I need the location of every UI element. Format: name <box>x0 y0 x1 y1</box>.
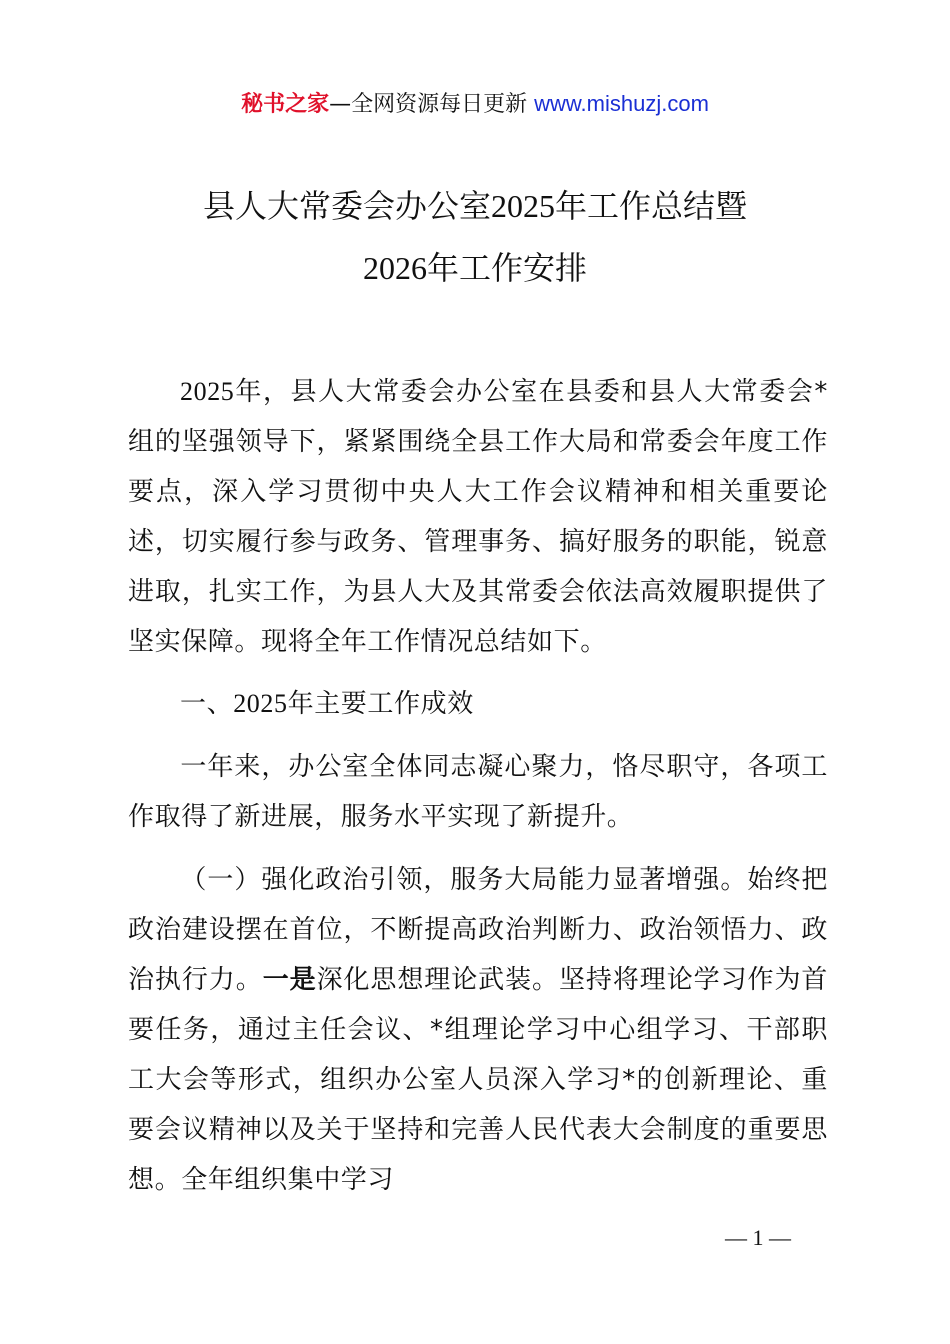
watermark-url[interactable]: www.mishuzj.com <box>534 91 709 116</box>
title-prefix: 县人大常委会办公室 <box>202 187 491 225</box>
document-title-line-2 <box>0 248 950 288</box>
title-suffix-2: 年工作安排 <box>426 249 587 287</box>
document-title-line-1 <box>0 186 950 226</box>
section-1-paragraph <box>128 855 828 1205</box>
intro-year: 2025 <box>180 377 235 406</box>
title-year-2: 2026 <box>362 250 427 286</box>
page-number: — 1 — <box>725 1225 791 1250</box>
title-year-1: 2025 <box>491 188 555 224</box>
summary-paragraph <box>128 742 828 842</box>
watermark-slogan: —全网资源每日更新 <box>329 92 535 117</box>
section-1-text-a: （一）强化政治引领，服务大局能力显著增强。始终把政治建设摆在首位，不断提高政治判断力、政治领悟力、政治执行力。 <box>128 865 828 995</box>
intro-paragraph <box>128 367 828 667</box>
heading-text: 年主要工作成效 <box>287 689 474 719</box>
heading-year: 2025 <box>233 689 288 718</box>
title-suffix-1: 年工作总结暨 <box>555 187 748 225</box>
watermark-header <box>0 86 950 123</box>
section-heading-1 <box>128 679 828 729</box>
section-1-text-b: 深化思想理论武装。坚持将理论学习作为首要任务，通过主任会议、*组理论学习中心组学习、干部职工大会等形式，组织办公室人员深入学习*的创新理论、重要会议精神以及关于坚持和完善人民代表大会制度的重要思想。全年组织集中学习 <box>128 965 828 1195</box>
summary-text: 一年来，办公室全体同志凝心聚力，恪尽职守，各项工作取得了新进展，服务水平实现了新提升。 <box>128 752 828 832</box>
watermark-brand: 秘书之家 <box>241 92 330 117</box>
section-1-bold-marker: 一是 <box>262 965 317 995</box>
heading-prefix: 一、 <box>180 689 234 719</box>
intro-text: 年，县人大常委会办公室在县委和县人大常委会*组的坚强领导下，紧紧围绕全县工作大局和常委会年度工作要点，深入学习贯彻中央人大工作会议精神和相关重要论述，切实履行参与政务、管理事务、搞好服务的职能，锐意进取，扎实工作，为县人大及其常委会依法高效履职提供了坚实保障。现将全年工作情况总结如下。 <box>128 377 828 657</box>
